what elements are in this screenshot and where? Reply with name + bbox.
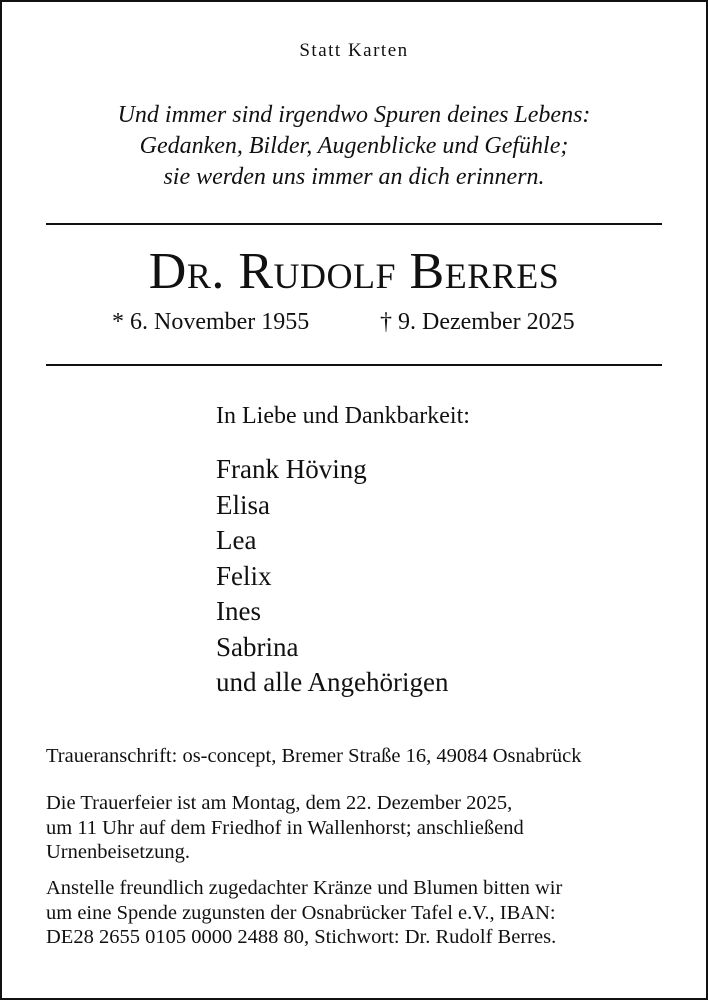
- donation-info: [46, 876, 562, 950]
- ceremony-line: Die Trauerfeier ist am Montag, dem 22. Dezember 2025,: [46, 792, 513, 814]
- ceremony-info: [46, 791, 524, 865]
- mourner-name: Frank Höving: [216, 454, 367, 484]
- deceased-name: Dr. Rudolf Berres: [148, 243, 560, 300]
- donation-line: Anstelle freundlich zugedachter Kränze und Blumen bitten wir: [46, 877, 563, 899]
- mourners-list: [216, 452, 448, 701]
- mourner-name: Ines: [216, 596, 261, 626]
- mourners-intro: In Liebe und Dankbarkeit:: [216, 403, 470, 429]
- mourner-name: Elisa: [216, 489, 270, 520]
- donation-line: DE28 2655 0105 0000 2488 80, Stichwort: Dr. Rudolf Berres.: [46, 926, 557, 948]
- death-date: † 9. Dezember 2025: [380, 309, 575, 335]
- poem-line: Gedanken, Bilder, Augenblicke und Gefühle;: [139, 133, 569, 159]
- mourner-name: Sabrina: [216, 631, 299, 662]
- ceremony-line: um 11 Uhr auf dem Friedhof in Wallenhorst; anschließend: [46, 816, 524, 839]
- mourner-name: und alle Angehörigen: [216, 667, 449, 697]
- mourner-name: Felix: [216, 560, 272, 591]
- condolence-address: Traueranschrift: os-concept, Bremer Straße 16, 49084 Osnabrück: [46, 745, 582, 767]
- top-divider: [46, 223, 662, 225]
- ceremony-line: Urnenbeisetzung.: [46, 841, 191, 863]
- statt-karten-label: Statt Karten: [299, 40, 409, 61]
- memorial-poem: [0, 100, 708, 193]
- poem-line: Und immer sind irgendwo Spuren deines Lebens:: [117, 102, 591, 128]
- poem-line: sie werden uns immer an dich erinnern.: [163, 164, 545, 190]
- bottom-divider: [46, 364, 662, 366]
- donation-line: um eine Spende zugunsten der Osnabrücker Tafel e.V., IBAN:: [46, 901, 556, 924]
- birth-date: * 6. November 1955: [112, 309, 310, 335]
- mourner-name: Lea: [216, 525, 257, 555]
